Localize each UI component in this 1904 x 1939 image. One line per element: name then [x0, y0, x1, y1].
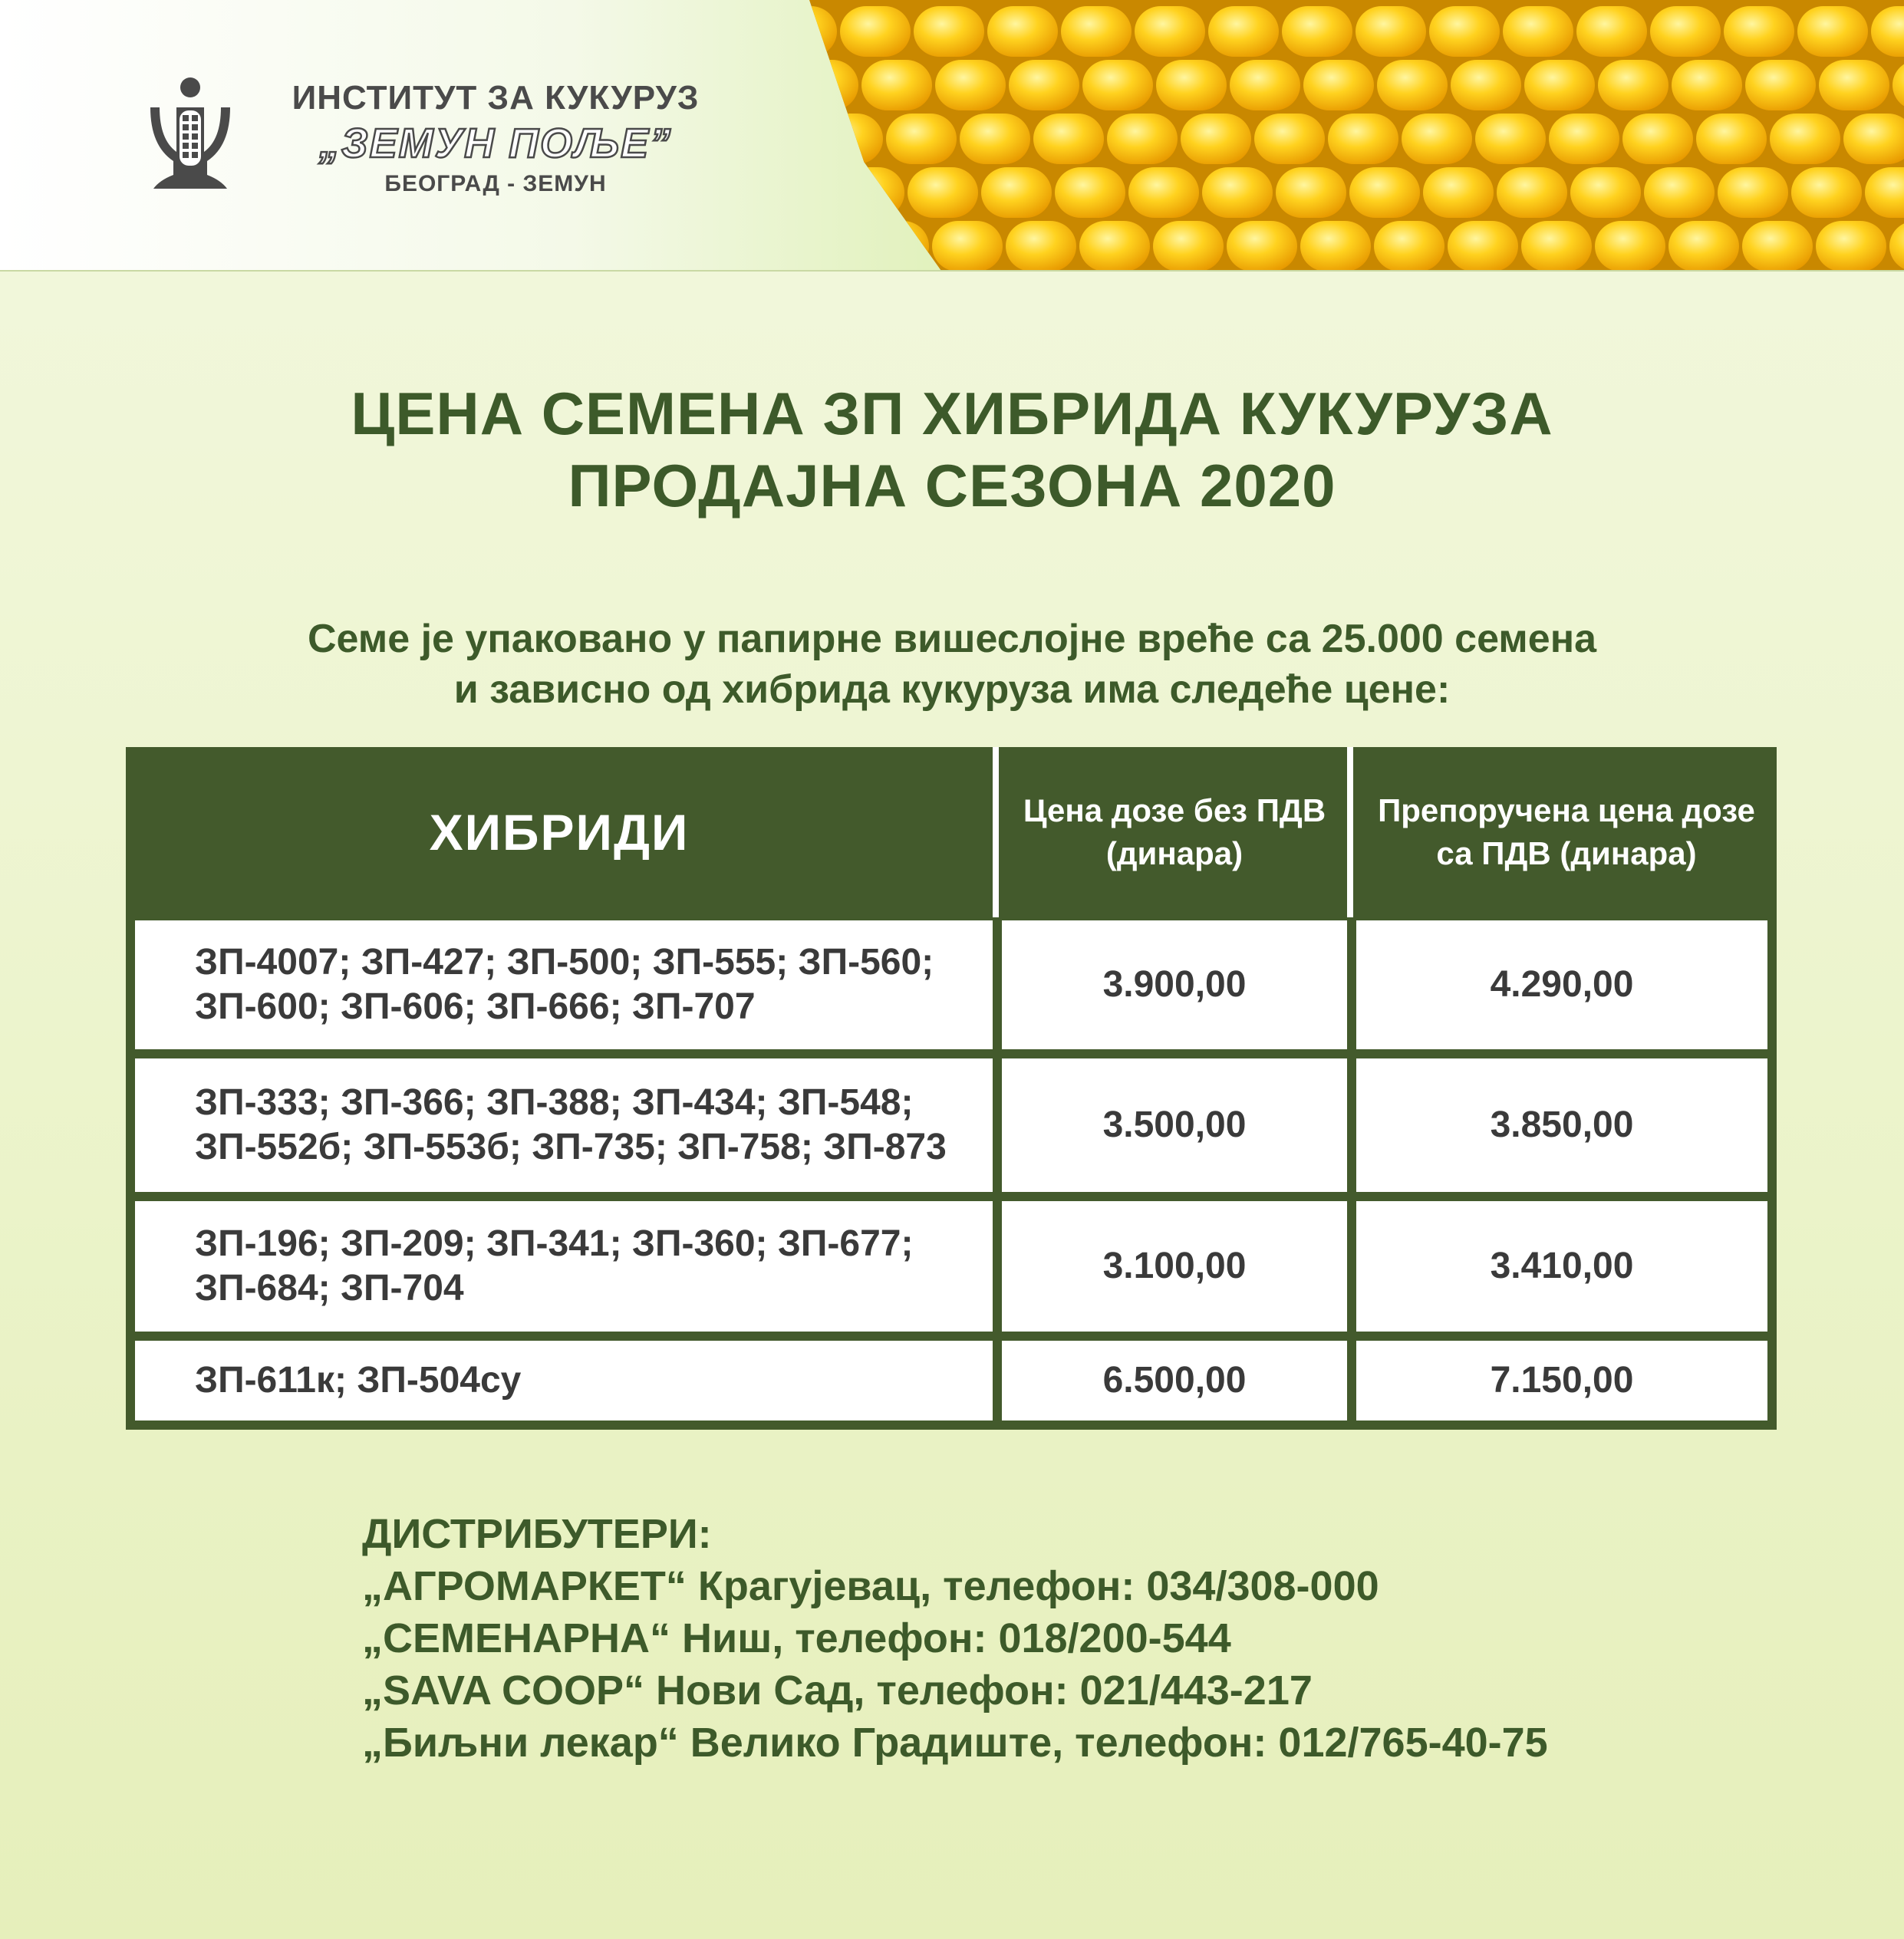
header-price-no-vat — [1002, 747, 1347, 917]
corn-kernel — [858, 221, 929, 270]
page-title — [0, 377, 1904, 522]
logo-institute-name: ИНСТИТУТ ЗА КУКУРУЗ — [292, 79, 700, 117]
corn-kernel — [1650, 6, 1721, 57]
corn-kernel — [1524, 60, 1595, 110]
price-vat-cell: 7.150,00 — [1356, 1341, 1767, 1421]
corn-kernel — [1718, 167, 1788, 218]
hybrids-line: ЗП-333; ЗП-366; ЗП-388; ЗП-434; ЗП-548; — [195, 1082, 914, 1123]
price-no-vat-cell: 6.500,00 — [1002, 1341, 1347, 1421]
intro-line-1: Семе је упаковано у папирне вишеслојне вреће са 25.000 семена — [307, 617, 1597, 661]
corn-kernel — [1061, 6, 1132, 57]
distributor-item: „АГРОМАРКЕТ“ Крагујевац, телефон: 034/308-000 — [362, 1563, 1379, 1609]
corn-kernel — [1254, 114, 1325, 164]
intro-line-2: и зависно од хибрида кукуруза има следеће цене: — [453, 667, 1451, 712]
corn-kernel — [1724, 6, 1794, 57]
header-banner — [0, 0, 1904, 272]
corn-kernel — [1230, 60, 1300, 110]
price-vat-cell: 3.850,00 — [1356, 1058, 1767, 1192]
corn-kernel — [812, 114, 883, 164]
corn-kernel — [1475, 114, 1546, 164]
corn-kernel — [809, 221, 855, 270]
corn-kernel — [935, 60, 1006, 110]
corn-kernel — [809, 167, 831, 218]
intro-text — [0, 614, 1904, 715]
corn-kernel — [981, 167, 1052, 218]
table-row-hybrids — [135, 1341, 993, 1421]
corn-kernel — [908, 167, 978, 218]
distributor-item: „Биљни лекар“ Велико Градиште, телефон: 012/765-40-75 — [362, 1720, 1548, 1766]
corn-kernel — [1595, 221, 1665, 270]
title-line-1: ЦЕНА СЕМЕНА ЗП ХИБРИДА КУКУРУЗА — [351, 380, 1553, 447]
corn-kernels-image — [809, 0, 1904, 270]
corn-kernel — [1282, 6, 1352, 57]
corn-kernel — [1549, 114, 1619, 164]
corn-kernel — [1202, 167, 1273, 218]
distributor-item: „СЕМЕНАРНА“ Ниш, телефон: 018/200-544 — [362, 1615, 1231, 1661]
corn-kernel — [1079, 221, 1150, 270]
distributor-item: „SAVA COOP“ Нови Сад, телефон: 021/443-217 — [362, 1667, 1313, 1713]
price-no-vat-cell: 3.500,00 — [1002, 1058, 1347, 1192]
corn-kernel — [1300, 221, 1371, 270]
title-line-2: ПРОДАЈНА СЕЗОНА 2020 — [568, 452, 1336, 519]
corn-kernel — [1576, 6, 1647, 57]
corn-kernel — [1374, 221, 1444, 270]
corn-kernel — [1156, 60, 1227, 110]
logo-location: БЕОГРАД - ЗЕМУН — [384, 171, 607, 196]
header-price-no-vat-line2: (динара) — [1105, 835, 1244, 871]
corn-cob-logo-icon — [144, 77, 236, 192]
corn-kernel — [914, 6, 984, 57]
header-price-vat — [1356, 747, 1777, 917]
corn-kernel — [1797, 6, 1868, 57]
corn-kernel — [861, 60, 932, 110]
corn-kernel — [1208, 6, 1279, 57]
corn-kernel — [1349, 167, 1420, 218]
corn-kernel — [1696, 114, 1767, 164]
price-vat-cell: 4.290,00 — [1356, 920, 1767, 1049]
corn-kernel — [1819, 60, 1889, 110]
corn-kernel — [834, 167, 904, 218]
corn-kernel — [1497, 167, 1567, 218]
corn-kernel — [1055, 167, 1125, 218]
corn-kernel — [1742, 221, 1813, 270]
corn-kernel — [1423, 167, 1494, 218]
hybrids-line: ЗП-4007; ЗП-427; ЗП-500; ЗП-555; ЗП-560; — [195, 942, 934, 983]
corn-kernel — [1303, 60, 1374, 110]
corn-kernel — [1672, 60, 1742, 110]
hybrids-line: ЗП-684; ЗП-704 — [195, 1268, 464, 1309]
corn-kernel — [1622, 114, 1693, 164]
corn-kernel — [1153, 221, 1224, 270]
corn-kernel — [1521, 221, 1592, 270]
corn-kernel — [1745, 60, 1816, 110]
table-row-hybrids — [135, 1058, 993, 1192]
corn-kernel — [840, 6, 911, 57]
hybrids-line: ЗП-611к; ЗП-504су — [195, 1360, 522, 1401]
header-hybrids: ХИБРИДИ — [429, 804, 690, 861]
corn-kernel — [1816, 221, 1886, 270]
corn-kernel — [1181, 114, 1251, 164]
header-price-vat-line2: са ПДВ (динара) — [1436, 835, 1697, 871]
header-separator — [993, 747, 999, 917]
corn-kernel — [932, 221, 1003, 270]
corn-kernel — [1227, 221, 1297, 270]
header-price-vat-line1: Препоручена цена дозе — [1378, 792, 1755, 828]
price-vat-cell: 3.410,00 — [1356, 1201, 1767, 1332]
corn-kernel — [1402, 114, 1472, 164]
header-price-no-vat-line1: Цена дозе без ПДВ — [1023, 792, 1326, 828]
hybrids-line: ЗП-552б; ЗП-553б; ЗП-735; ЗП-758; ЗП-873 — [195, 1127, 947, 1167]
corn-kernel — [960, 114, 1030, 164]
hybrids-line: ЗП-196; ЗП-209; ЗП-341; ЗП-360; ЗП-677; — [195, 1223, 914, 1264]
corn-kernel — [886, 114, 957, 164]
corn-kernel — [1033, 114, 1104, 164]
corn-kernel — [1276, 167, 1346, 218]
corn-kernel — [1356, 6, 1426, 57]
price-no-vat-cell: 3.900,00 — [1002, 920, 1347, 1049]
distributors-section — [362, 1508, 1820, 1769]
corn-kernel — [1009, 60, 1079, 110]
corn-kernel — [1135, 6, 1205, 57]
corn-kernel — [1503, 6, 1573, 57]
corn-kernel — [1770, 114, 1840, 164]
corn-kernel — [1668, 221, 1739, 270]
header-separator — [1347, 747, 1353, 917]
corn-kernel — [1451, 60, 1521, 110]
corn-kernel — [1107, 114, 1178, 164]
corn-kernel — [1128, 167, 1199, 218]
corn-kernel — [1082, 60, 1153, 110]
corn-kernel — [1377, 60, 1448, 110]
corn-kernel — [1598, 60, 1668, 110]
hybrids-line: ЗП-600; ЗП-606; ЗП-666; ЗП-707 — [195, 986, 756, 1027]
corn-kernel — [1570, 167, 1641, 218]
corn-kernel — [1448, 221, 1518, 270]
corn-kernel — [987, 6, 1058, 57]
corn-kernel — [1843, 114, 1904, 164]
corn-kernel — [1429, 6, 1500, 57]
table-row-hybrids — [135, 1201, 993, 1332]
corn-kernel — [1006, 221, 1076, 270]
logo-text — [258, 77, 733, 201]
price-table — [126, 747, 1777, 1430]
table-row-hybrids — [135, 920, 993, 1049]
price-no-vat-cell: 3.100,00 — [1002, 1201, 1347, 1332]
corn-kernel — [1791, 167, 1862, 218]
distributors-heading: ДИСТРИБУТЕРИ: — [362, 1511, 712, 1557]
corn-kernel — [1328, 114, 1398, 164]
logo-brand-name: „ЗЕМУН ПОЉЕ” — [318, 120, 673, 166]
corn-kernel — [1644, 167, 1715, 218]
